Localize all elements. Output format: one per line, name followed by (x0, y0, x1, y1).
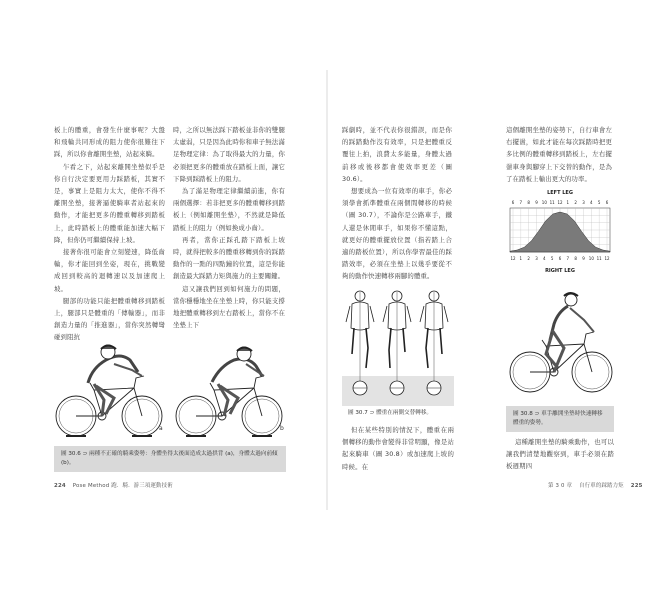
left-col-2 (173, 124, 285, 331)
chart-top-tick-label: 3 (582, 200, 585, 205)
chart-top-tick-label: 9 (535, 200, 538, 205)
paragraph: 板上的體重，會發生什麼事呢？大盤和飛輪共同形成的阻力使你很難往下踩，所以你會離開坐墊，站起來騎。 (54, 126, 165, 159)
right-folio (548, 481, 648, 489)
paragraph: 為了滿足物理定律繼續前進，你有兩個選擇：若非把更多的體重轉移到踏板上（例如離開坐墊），不然就是降低踏板上的阻力（例如換成小齒）。 (173, 187, 285, 232)
right-page (328, 0, 655, 609)
chart-bottom-tick-label: 7 (566, 256, 570, 261)
paragraph: 腿部的功能只能把體重轉移到踏板上，腿部只是體重的「傳輸器」，而非創造力量的「推進器」，當你突然轉彎碰到阻抗 (54, 296, 165, 342)
paragraph: 乍看之下，站起來離開坐墊似乎是你自行決定要更用力踩踏板，其實不是，事實上是阻力太大，使你不得不離開坐墊，接著逼使騎車者站起來的動作，才能把更多的體重轉移到踏板上，此時踏板上的體重能加速大幅下降，但你仍可繼續保持上坡。 (54, 162, 165, 244)
right-col-2-continued (506, 436, 614, 473)
chart-bottom-tick-label: 6 (558, 256, 562, 261)
paragraph: 這又讓我們回到如何施力的問題，當你穩穩地坐在坐墊上時，你只能支撐地把體重轉移到左右踏板上，當你不在坐墊上下 (173, 284, 285, 330)
chart-top-tick-label: 12 (557, 200, 563, 205)
chart-bottom-tick-label: 4 (543, 256, 546, 261)
chart-bottom-tick-label: 9 (582, 256, 585, 261)
chart-bottom-tick-label: 12 (604, 256, 610, 261)
paragraph: 這種離開坐墊的騎乘動作，也可以讓我們清楚地觀察到，車手必須在踏板週期四 (506, 438, 614, 471)
leg-weight-chart (506, 186, 614, 276)
figure-30-8-illustration (508, 290, 614, 406)
right-col-1 (342, 124, 452, 283)
right-col-2 (506, 124, 612, 185)
running-title: 自行車的踩踏力矩 (579, 483, 624, 489)
chapter-label: 第 3 0 章 (548, 483, 573, 489)
running-title: Pose Method 跑．騎．游三項運動技術 (72, 483, 173, 489)
chart-top-tick-label: 10 (541, 200, 547, 205)
chart-bottom-tick-label: 8 (574, 256, 577, 261)
fig-label-b: b (280, 425, 284, 432)
cyclist-b-drawing (176, 347, 282, 436)
paragraph: 接著你很可能會立刻變速，降低齒輪，你才能回到坐姿，現在，挑戰變成回到較高的迴轉速以及加速爬上坡。 (54, 248, 165, 293)
paragraph: 想要成為一位有效率的車手，你必須學會抓準體重在兩個間轉移的時候（圖 30.7），不論你是公路車手，鐵人還是休閒車手，如果你不懂這點，就更好的體重擺放位置（指若踏上合適的踏板位置），所以你學習最佳的踩踏效率，必須在坐墊上以幾乎要從不夠的動作快速轉移兩腳的體重。 (342, 187, 452, 281)
fig-label-a: a (159, 425, 163, 432)
chart-top-tick-label: 6 (605, 200, 609, 205)
figure-30-6-caption: 圖 30.6 ⊃ 兩種不正確的騎乘姿勢：身體坐得太後面造成太過拱背 (a)，身體太過向前傾 (b)。 (54, 446, 286, 472)
cyclist-a-drawing (56, 345, 162, 436)
left-folio (54, 481, 173, 489)
paragraph: 踩劇時，並不代表你很錯誤，而是你的踩踏動作沒有效率，只是把體重反覆往上拍，浪費太多能量，身體太過前移或後移都會使效率更差（圖 30.6）。 (342, 126, 452, 183)
paragraph: 這個離開坐墊的姿勢下，自行車會左右擺盪，如此才能在每次踩踏時把更多比例的體重轉移到踏板上，左右擺盪車身與腳穿上下交替的動作，是為了在踏板上輸出更大的功率。 (506, 126, 612, 183)
chart-bottom-tick-label: 12 (510, 256, 516, 261)
chart-top-tick-label: 8 (527, 200, 530, 205)
page-number: 224 (54, 483, 66, 489)
chart-top-tick-label: 1 (566, 200, 570, 205)
chart-bottom-tick-label: 5 (550, 256, 554, 261)
figure-30-7-illustration (342, 288, 454, 408)
left-page (0, 0, 327, 609)
chart-bottom-tick-label: 10 (588, 256, 594, 261)
right-col-1-continued (342, 424, 454, 473)
figure-30-6-illustration (54, 338, 288, 446)
chart-bottom-tick-label: 11 (596, 256, 602, 261)
paragraph: 但在某些特別的情況下，體重在兩個轉移的動作會變得非常明顯，像是站起來騎車（圖 30.8）或加速爬上坡的時候。在 (342, 426, 454, 471)
paragraph: 時，之所以無法踩下踏板並非你的雙腿太虛弱，只是因為此時你和車子無法滿足物理定律：為了取得最大的力量，你必須把更多的體重放在踏板上面，讓它下降到踩踏板上的阻力。 (173, 126, 285, 183)
left-col-1 (54, 124, 165, 344)
page-number: 225 (630, 483, 643, 489)
chart-top-tick-label: 7 (519, 200, 523, 205)
chart-top-tick-label: 4 (590, 200, 593, 205)
chart-top-tick-label: 2 (574, 200, 577, 205)
chart-bottom-tick-label: 2 (527, 256, 530, 261)
chart-bottom-tick-label: 3 (535, 256, 538, 261)
figure-30-7-caption: 圖 30.7 ⊃ 體重在兩側交替轉移。 (342, 406, 454, 421)
chart-bottom-tick-label: 1 (519, 256, 523, 261)
chart-title: LEFT LEG (547, 190, 573, 196)
chart-x-label: RIGHT LEG (545, 268, 575, 274)
chart-top-tick-label: 6 (511, 200, 515, 205)
figure-30-8-caption: 圖 30.8 ⊃ 車手離開坐墊時快速轉移體重的姿勢。 (506, 406, 614, 432)
chart-top-tick-label: 5 (597, 200, 601, 205)
paragraph: 再者，當你正踩孔踏下踏板上坡時，就得把較多的體重移轉到你的踩踏動作的一點的四點鐘的位置，這是你能創造最大踩踏力矩與施力的主要關鍵。 (173, 235, 285, 281)
chart-top-tick-label: 11 (549, 200, 555, 205)
